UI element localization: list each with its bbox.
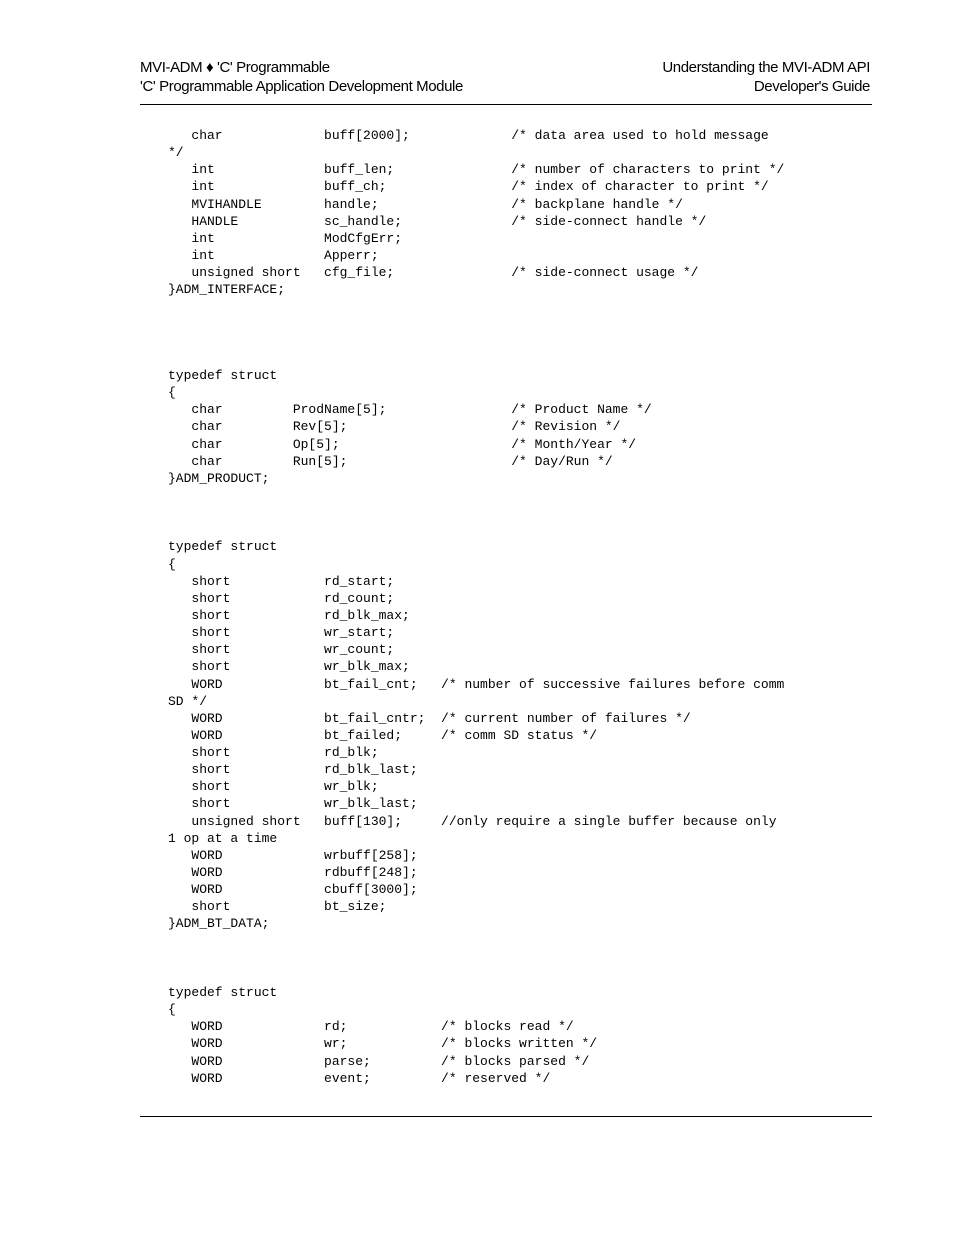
code-line: char Rev[5]; /* Revision */: [168, 419, 621, 435]
code-line: unsigned short buff[130]; //only require a single buffer because only: [168, 813, 777, 829]
code-line: [168, 950, 858, 967]
code-line: WORD rd; /* blocks read */: [168, 1019, 574, 1035]
code-line: */: [168, 145, 184, 161]
code-line: int buff_len; /* number of characters to print */: [168, 162, 785, 178]
code-line: short wr_blk_last;: [168, 796, 418, 812]
code-line: unsigned short cfg_file; /* side-connect usage */: [168, 265, 699, 281]
code-line: int Apperr;: [168, 247, 379, 263]
code-line: WORD parse; /* blocks parsed */: [168, 1053, 590, 1069]
code-line: short rd_blk_last;: [168, 762, 418, 778]
code-line: WORD bt_failed; /* comm SD status */: [168, 727, 598, 743]
code-line: [168, 521, 858, 538]
header-right: [662, 58, 870, 96]
code-line: WORD bt_fail_cntr; /* current number of failures */: [168, 710, 691, 726]
code-line: char Op[5]; /* Month/Year */: [168, 436, 637, 452]
code-line: short wr_count;: [168, 642, 395, 658]
code-line: {: [168, 385, 176, 401]
footer-divider: [140, 1116, 872, 1117]
code-line: char Run[5]; /* Day/Run */: [168, 453, 613, 469]
code-line: [168, 350, 858, 367]
code-line: 1 op at a time: [168, 830, 278, 846]
code-line: short bt_size;: [168, 899, 387, 915]
code-line: short rd_count;: [168, 590, 395, 606]
code-line: short wr_blk;: [168, 779, 379, 795]
code-line: WORD event; /* reserved */: [168, 1070, 551, 1086]
code-line: [168, 298, 858, 315]
page-header: [140, 58, 870, 104]
code-line: short wr_start;: [168, 625, 395, 641]
code-line: [168, 933, 858, 950]
code-line: short rd_blk;: [168, 745, 379, 761]
code-line: [168, 333, 858, 350]
code-line: WORD cbuff[3000];: [168, 882, 418, 898]
code-line: MVIHANDLE handle; /* backplane handle */: [168, 196, 683, 212]
code-line: int buff_ch; /* index of character to print */: [168, 179, 769, 195]
code-line: WORD rdbuff[248];: [168, 865, 418, 881]
guide-title: Developer's Guide: [753, 78, 870, 95]
code-line: char buff[2000]; /* data area used to hold message: [168, 128, 769, 143]
code-line: WORD wrbuff[258];: [168, 847, 418, 863]
code-line: WORD bt_fail_cnt; /* number of successive failures before comm: [168, 676, 785, 692]
product-subtitle: 'C' Programmable Application Development Module: [140, 78, 463, 95]
code-line: typedef struct: [168, 985, 278, 1001]
product-title: MVI-ADM ♦ 'C' Programmable: [140, 59, 330, 76]
code-line: [168, 504, 858, 521]
code-line: [168, 316, 858, 333]
code-line: }ADM_INTERFACE;: [168, 282, 286, 298]
code-line: char ProdName[5]; /* Product Name */: [168, 402, 652, 418]
code-line: short wr_blk_max;: [168, 659, 410, 675]
chapter-title: Understanding the MVI-ADM API: [662, 59, 870, 76]
header-left: [140, 58, 463, 96]
code-line: SD */: [168, 693, 208, 709]
code-listing: [168, 127, 858, 1087]
code-line: WORD wr; /* blocks written */: [168, 1036, 598, 1052]
code-line: int ModCfgErr;: [168, 230, 403, 246]
header-divider: [140, 104, 872, 105]
code-line: }ADM_BT_DATA;: [168, 916, 270, 932]
code-line: }ADM_PRODUCT;: [168, 470, 270, 486]
code-line: [168, 487, 858, 504]
code-line: short rd_start;: [168, 573, 395, 589]
code-line: typedef struct: [168, 539, 278, 555]
code-line: short rd_blk_max;: [168, 607, 410, 623]
code-line: {: [168, 556, 176, 572]
code-line: {: [168, 1002, 176, 1018]
code-line: HANDLE sc_handle; /* side-connect handle */: [168, 213, 707, 229]
code-line: [168, 967, 858, 984]
code-line: typedef struct: [168, 367, 278, 383]
